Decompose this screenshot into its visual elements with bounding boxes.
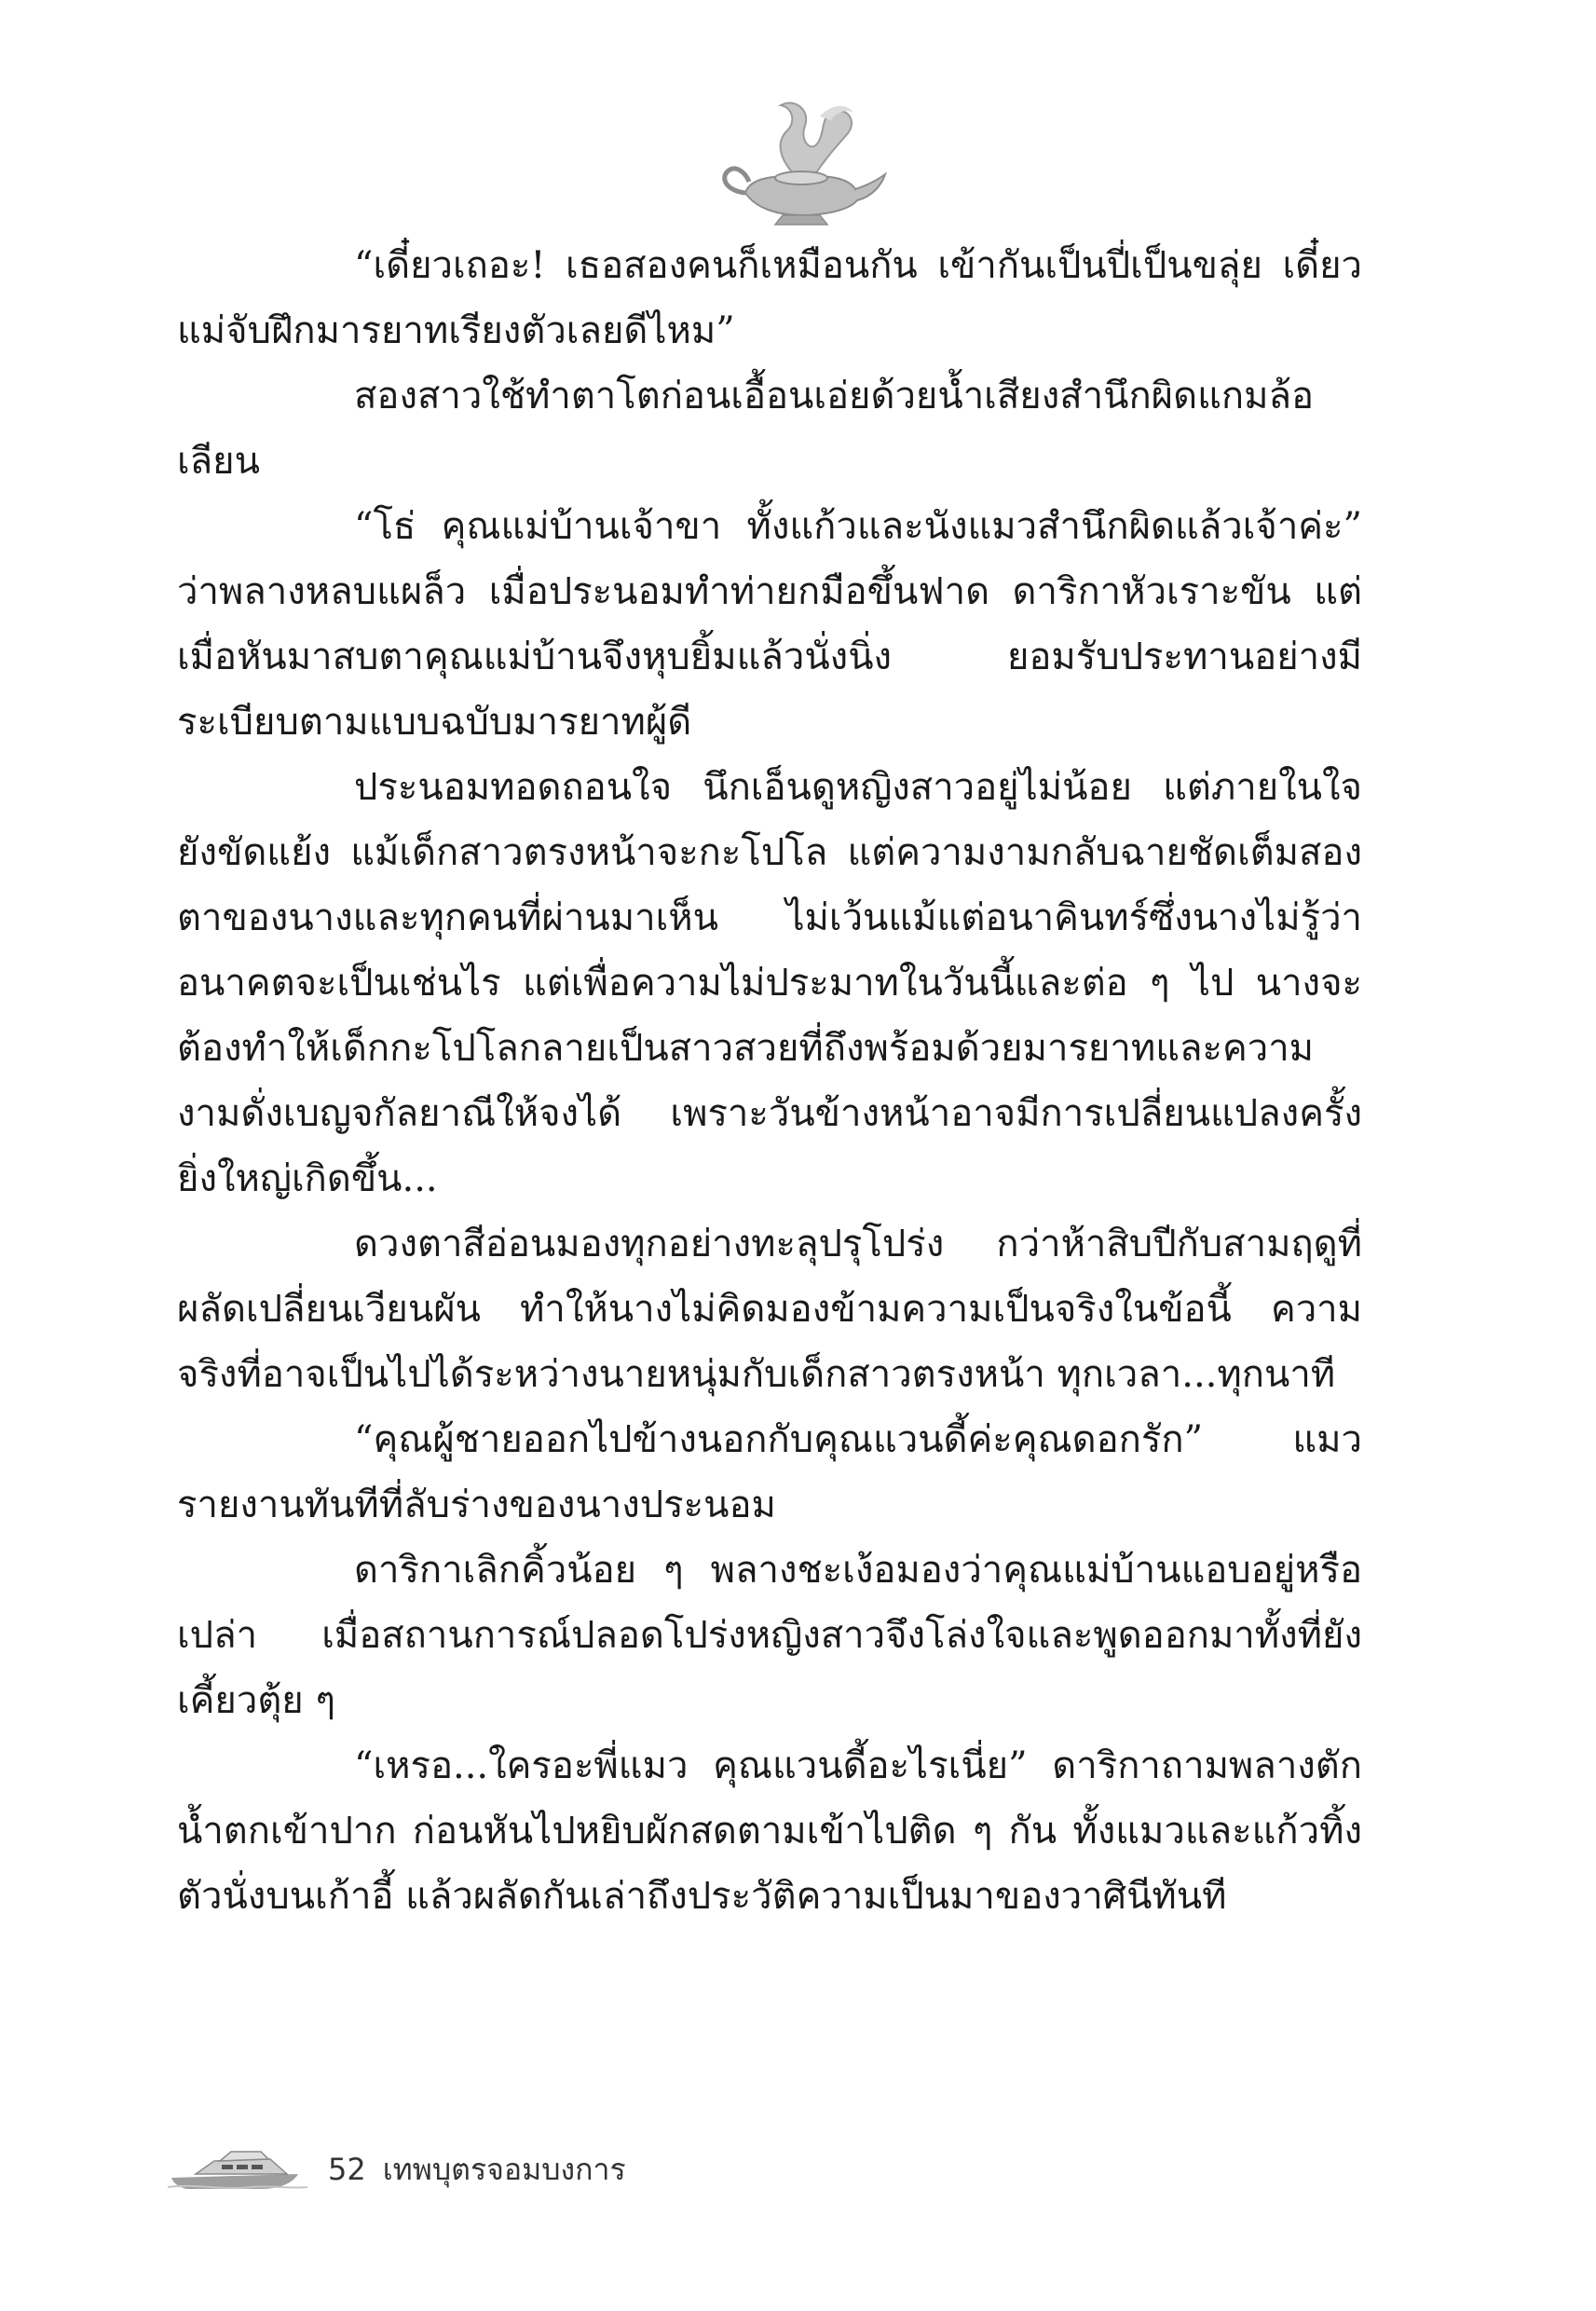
paragraph: ดาริกาเลิกคิ้วน้อย ๆ พลางชะเง้อมองว่าคุณแม่บ้านแอบอยู่หรือเปล่า เมื่อสถานการณ์ปลอดโปร่งหญิงสาวจึงโล่งใจและพูดออกมาทั้งที่ยังเคี้ยวตุ้ย ๆ <box>177 1549 1362 1722</box>
paragraph: ดวงตาสีอ่อนมองทุกอย่างทะลุปรุโปร่ง กว่าห้าสิบปีกับสามฤดูที่ผลัดเปลี่ยนเวียนผัน ทำให้นางไม่คิดมองข้ามความเป็นจริงในข้อนี้ ความจริงที่อาจเป็นไปได้ระหว่างนายหนุ่มกับเด็กสาวตรงหน้า ทุกเวลา...ทุกนาที <box>177 1223 1362 1396</box>
page-footer <box>168 2141 626 2197</box>
paragraph: สองสาวใช้ทำตาโตก่อนเอื้อนเอ่ยด้วยน้ำเสียงสำนึกผิดแกมล้อเลียน <box>177 375 1314 483</box>
book-title: เทพบุตรจอมบงการ <box>382 2151 626 2187</box>
paragraph: “โธ่ คุณแม่บ้านเจ้าขา ทั้งแก้วและนังแมวสำนึกผิดแล้วเจ้าค่ะ” ว่าพลางหลบแผล็ว เมื่อประนอมทำท่ายกมือขึ้นฟาด ดาริกาหัวเราะขัน แต่เมื่อหันมาสบตาคุณแม่บ้านจึงหุบยิ้มแล้วนั่งนิ่ง ยอมรับประทานอย่างมีระเบียบตามแบบฉบับมารยาทผู้ดี <box>177 505 1362 744</box>
paragraph: “เหรอ...ใครอะพี่แมว คุณแวนดี้อะไรเนี่ย” ดาริกาถามพลางตักน้ำตกเข้าปาก ก่อนหันไปหยิบผักสดตามเข้าไปติด ๆ กัน ทั้งแมวและแก้วทิ้งตัวนั่งบนเก้าอี้ แล้วผลัดกันเล่าถึงประวัติความเป็นมาของวาศินีทันที <box>177 1744 1362 1918</box>
page-number: 52 <box>328 2152 366 2187</box>
paragraph: “คุณผู้ชายออกไปข้างนอกกับคุณแวนดี้ค่ะคุณดอกรัก” แมวรายงานทันทีที่ลับร่างของนางประนอม <box>177 1418 1362 1526</box>
paragraph: “เดี๋ยวเถอะ! เธอสองคนก็เหมือนกัน เข้ากันเป็นปี่เป็นขลุ่ย เดี๋ยวแม่จับฝึกมารยาทเรียงตัวเลยดีไหม” <box>177 244 1362 352</box>
story-text <box>177 233 1362 1929</box>
paragraph: ประนอมทอดถอนใจ นึกเอ็นดูหญิงสาวอยู่ไม่น้อย แต่ภายในใจยังขัดแย้ง แม้เด็กสาวตรงหน้าจะกะโปโล แต่ความงามกลับฉายชัดเต็มสองตาของนางและทุกคนที่ผ่านมาเห็น ไม่เว้นแม้แต่อนาคินทร์ซึ่งนางไม่รู้ว่าอนาคตจะเป็นเช่นไร แต่เพื่อความไม่ประมาทในวันนี้และต่อ ๆ ไป นางจะต้องทำให้เด็กกะโปโลกลายเป็นสาวสวยที่ถึงพร้อมด้วยมารยาทและความงามดั่งเบญจกัลยาณีให้จงได้ เพราะวันข้างหน้าอาจมีการเปลี่ยนแปลงครั้งยิ่งใหญ่เกิดขึ้น... <box>177 766 1362 1200</box>
yacht-icon <box>168 2146 307 2193</box>
magic-lamp-icon <box>708 89 894 228</box>
